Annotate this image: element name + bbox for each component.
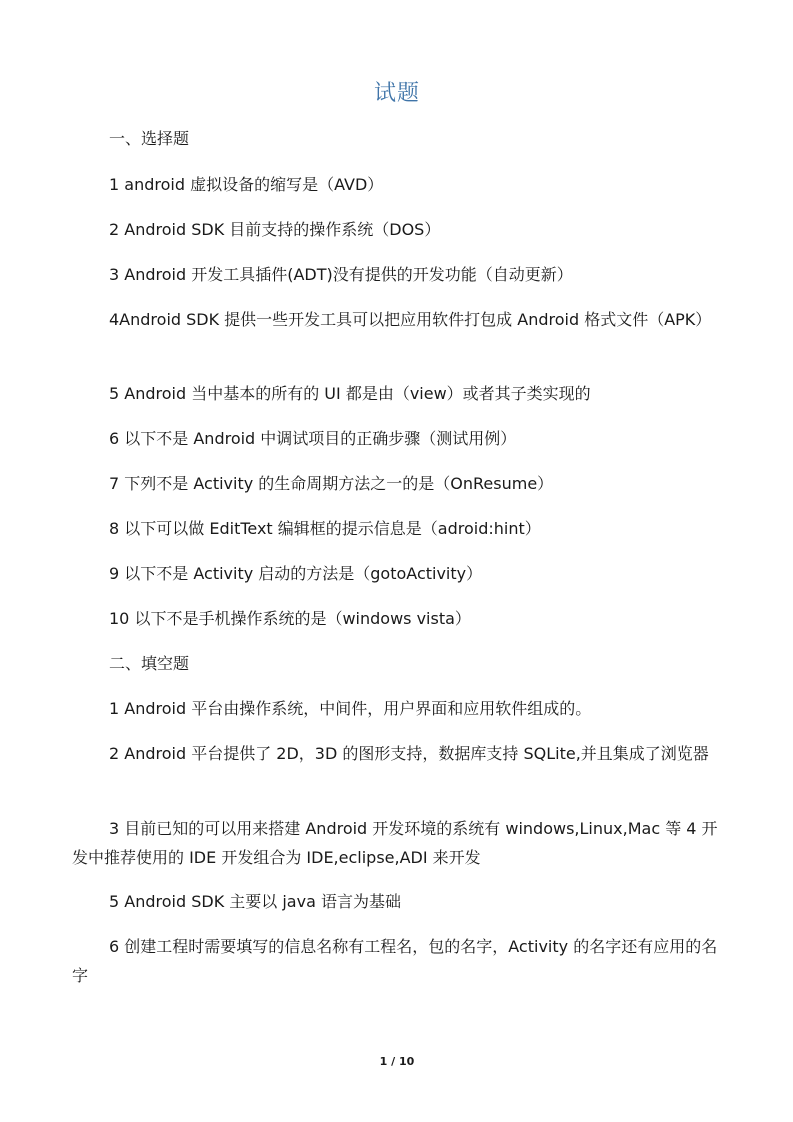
question-item: 4Android SDK 提供一些开发工具可以把应用软件打包成 Android 格式文件（APK） [109, 310, 712, 329]
question-item: 2 Android SDK 目前支持的操作系统（DOS） [109, 220, 441, 239]
question-item: 1 android 虚拟设备的缩写是（AVD） [109, 175, 384, 194]
question-item: 3 Android 开发工具插件(ADT)没有提供的开发功能（自动更新） [109, 265, 573, 284]
question-item: 2 Android 平台提供了 2D，3D 的图形支持，数据库支持 SQLite,并且集成了浏览器 [109, 744, 709, 763]
question-item: 6 以下不是 Android 中调试项目的正确步骤（测试用例） [109, 429, 517, 448]
section-heading-choice: 一、选择题 [109, 129, 190, 148]
page-title: 试题 [373, 81, 420, 106]
question-item: 10 以下不是手机操作系统的是（windows vista） [109, 609, 471, 628]
question-item: 5 Android SDK 主要以 java 语言为基础 [109, 892, 401, 911]
question-item: 6 创建工程时需要填写的信息名称有工程名，包的名字，Activity 的名字还有应用的名字 [72, 937, 718, 985]
question-item: 9 以下不是 Activity 启动的方法是（gotoActivity） [109, 564, 483, 583]
question-item: 5 Android 当中基本的所有的 UI 都是由（view）或者其子类实现的 [109, 384, 591, 403]
page-number: 1 / 10 [379, 1055, 415, 1068]
section-heading-fill: 二、填空题 [109, 654, 190, 673]
question-item: 1 Android 平台由操作系统，中间件，用户界面和应用软件组成的。 [109, 699, 592, 718]
question-item: 7 下列不是 Activity 的生命周期方法之一的是（OnResume） [109, 474, 554, 493]
question-item: 3 目前已知的可以用来搭建 Android 开发环境的系统有 windows,Linux,Mac 等 4 开发中推荐使用的 IDE 开发组合为 IDE,eclipse,ADI 来开发 [72, 819, 718, 867]
document-page [72, 0, 722, 1122]
question-item: 8 以下可以做 EditText 编辑框的提示信息是（adroid:hint） [109, 519, 541, 538]
